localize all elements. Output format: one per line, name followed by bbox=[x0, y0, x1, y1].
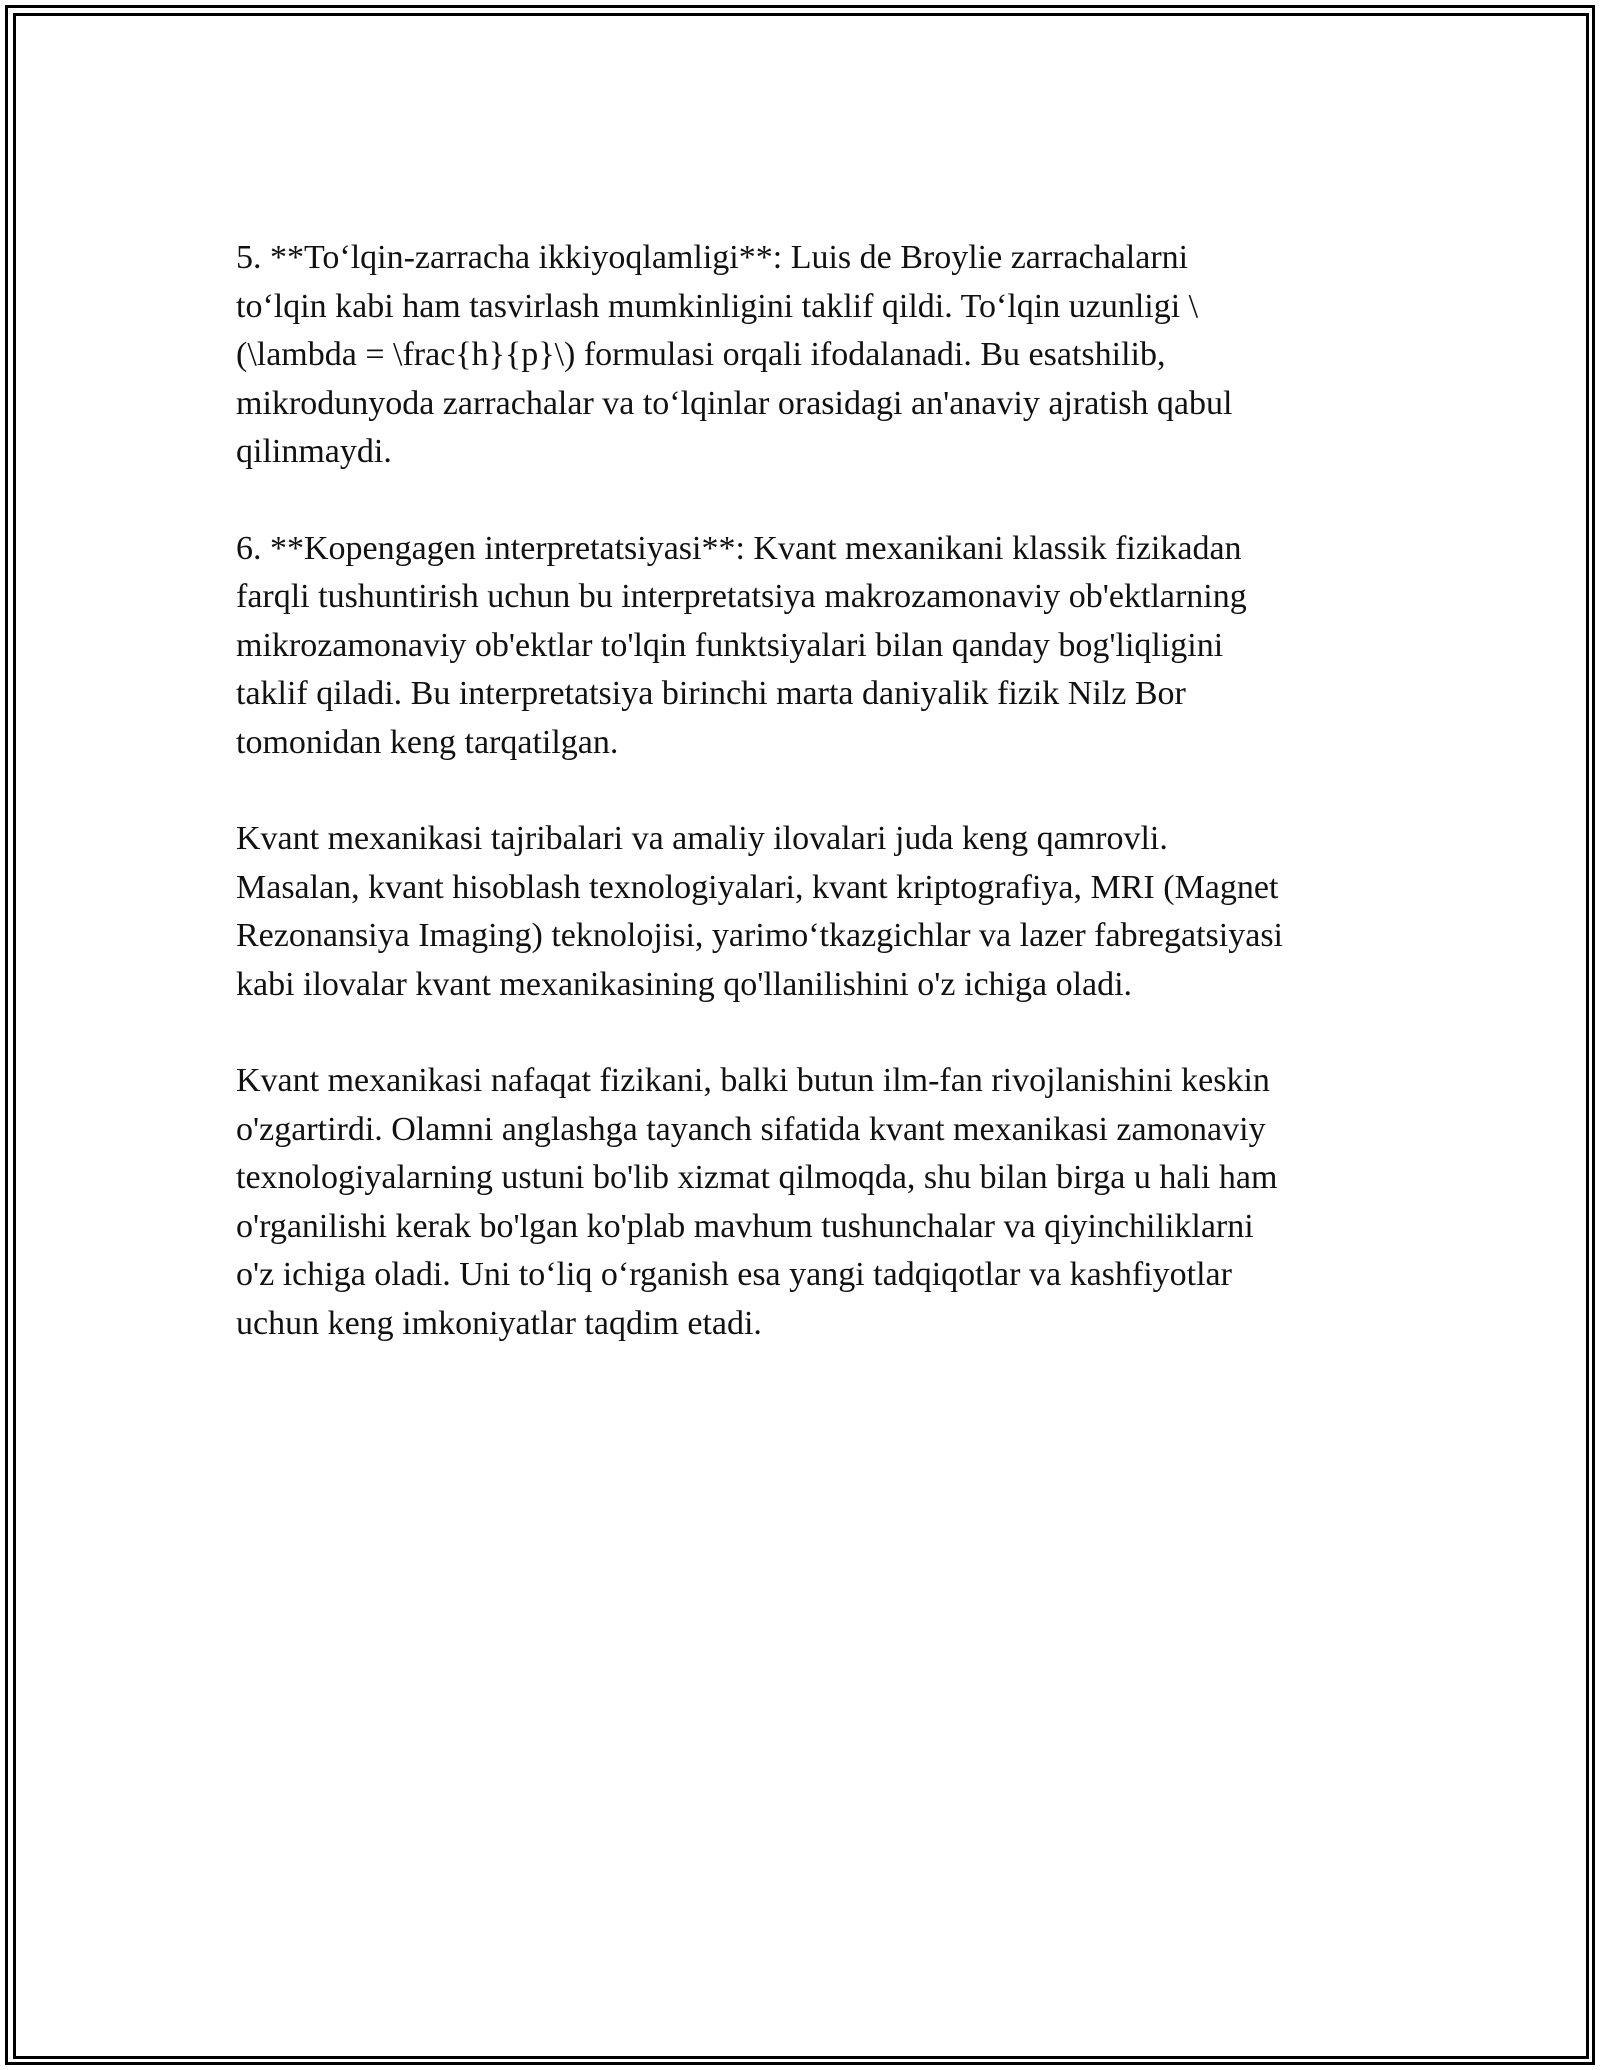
text-line: uchun keng imkoniyatlar taqdim etadi. bbox=[236, 1304, 762, 1342]
text-line: o'zgartirdi. Olamni anglashga tayanch sifatida kvant mexanikasi zamonaviy bbox=[236, 1110, 1266, 1148]
text-line: Kvant mexanikasi tajribalari va amaliy ilovalari juda keng qamrovli. bbox=[236, 820, 1168, 857]
text-line: tomonidan keng tarqatilgan. bbox=[236, 723, 619, 761]
text-line: farqli tushuntirish uchun bu interpretatsiya makrozamonaviy ob'ektlarning bbox=[236, 578, 1247, 615]
text-line: Rezonansiya Imaging) teknolojisi, yarimo‘tkazgichlar va lazer fabregatsiyasi bbox=[236, 917, 1283, 954]
text-line: kabi ilovalar kvant mexanikasining qo'llanilishini o'z ichiga oladi. bbox=[236, 965, 1133, 1003]
document-body bbox=[236, 234, 1386, 1396]
paragraph-copenhagen-interpretation bbox=[236, 525, 1386, 768]
text-line: qilinmaydi. bbox=[236, 433, 392, 470]
text-line: 5. **To‘lqin-zarracha ikkiyoqlamligi**: Luis de Broylie zarrachalarni bbox=[236, 239, 1189, 276]
text-line: mikrozamonaviy ob'ektlar to'lqin funktsiyalari bilan qanday bog'liqligini bbox=[236, 626, 1224, 664]
paragraph-conclusion bbox=[236, 1057, 1386, 1348]
paragraph-wave-particle-duality bbox=[236, 234, 1386, 477]
text-line: mikrodunyoda zarrachalar va to‘lqinlar orasidagi an'anaviy ajratish qabul bbox=[236, 384, 1233, 422]
text-line: o'rganilishi kerak bo'lgan ko'plab mavhum tushunchalar va qiyinchiliklarni bbox=[236, 1207, 1254, 1245]
text-line: o'z ichiga oladi. Uni to‘liq o‘rganish esa yangi tadqiqotlar va kashfiyotlar bbox=[236, 1256, 1232, 1293]
text-line: taklif qiladi. Bu interpretatsiya birinchi marta daniyalik fizik Nilz Bor bbox=[236, 675, 1186, 712]
text-line: to‘lqin kabi ham tasvirlash mumkinligini taklif qildi. To‘lqin uzunligi \ bbox=[236, 287, 1199, 325]
paragraph-applications bbox=[236, 815, 1386, 1009]
text-line: Kvant mexanikasi nafaqat fizikani, balki butun ilm-fan rivojlanishini keskin bbox=[236, 1062, 1270, 1099]
text-line: 6. **Kopengagen interpretatsiyasi**: Kvant mexanikani klassik fizikadan bbox=[236, 529, 1242, 567]
text-line: Masalan, kvant hisoblash texnologiyalari, kvant kriptografiya, MRI (Magnet bbox=[236, 868, 1279, 906]
text-line: texnologiyalarning ustuni bo'lib xizmat qilmoqda, shu bilan birga u hali ham bbox=[236, 1159, 1278, 1196]
text-line: (\lambda = \frac{h}{p}\) formulasi orqali ifodalanadi. Bu esatshilib, bbox=[236, 336, 1166, 373]
